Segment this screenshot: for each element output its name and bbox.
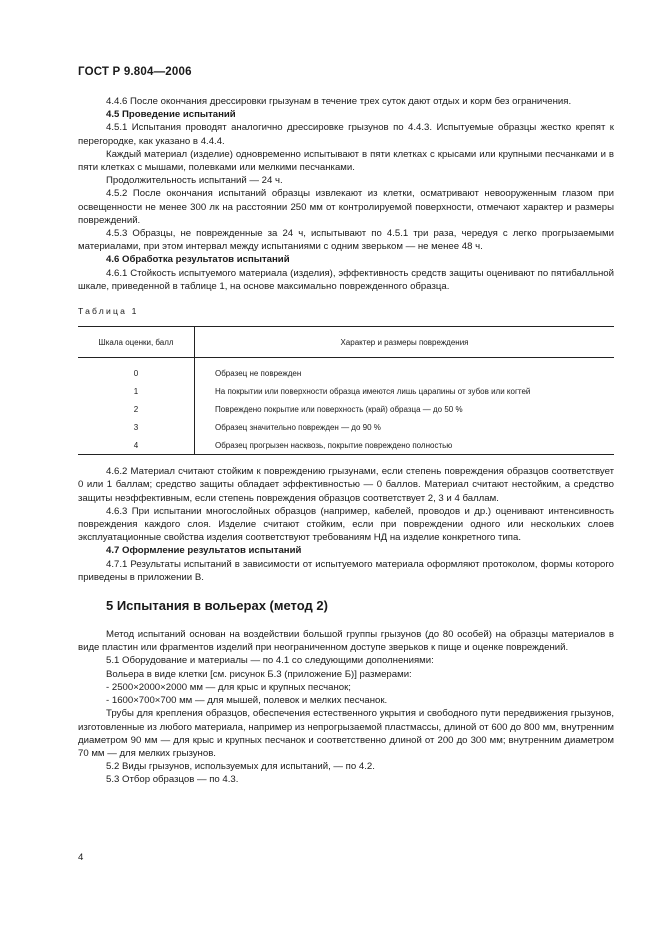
section-title: 5 Испытания в вольерах (метод 2) (106, 598, 328, 614)
paragraph: 4.5.1 Испытания проводят аналогично дрессировке грызунов по 4.4.3. Испытуемые образцы жестко крепят к перегородке, как указано в 4.4.4. (78, 122, 614, 147)
list-item: - 1600×700×700 мм — для мышей, полевок и мелких песчанок. (106, 695, 388, 707)
paragraph: 4.6.3 При испытании многослойных образцов (например, кабелей, проводов и др.) оценивают интенсивность повреждения каждого слоя. Изделие считают стойким, если при повреждении одного или нескольких слоев эксплуатационные свойства изделия соответствуют требованиям НД на изделие конкретного типа. (78, 505, 614, 544)
table-row (78, 358, 614, 383)
table-row (78, 418, 614, 436)
document-body (78, 95, 614, 787)
bottom-paragraphs (78, 628, 614, 786)
paragraph: 5.2 Виды грызунов, используемых для испытаний, — по 4.2. (106, 761, 375, 773)
page-number: 4 (78, 852, 84, 863)
paragraph: 4.4.6 После окончания дрессировки грызунам в течение трех суток дают отдых и корм без ограничения. (106, 96, 572, 107)
paragraph: 5.3 Отбор образцов — по 4.3. (106, 774, 239, 786)
table-cell-score: 1 (78, 382, 195, 400)
table-caption: Таблица 1 (78, 306, 139, 317)
table-cell-score: 0 (78, 358, 195, 383)
list-item: - 2500×2000×2000 мм — для крыс и крупных песчанок; (106, 681, 351, 693)
table-row (78, 400, 614, 418)
table-cell-score: 4 (78, 436, 195, 455)
paragraph: 4.7.1 Результаты испытаний в зависимости от испытуемого материала оформляют протоколом, формы которого приведены в приложении В. (78, 558, 614, 583)
subsection-heading: 4.7 Оформление результатов испытаний (106, 545, 302, 557)
paragraph: 4.5.3 Образцы, не поврежденные за 24 ч, испытывают по 4.5.1 три раза, чередуя с легко прогрызаемыми материалами, при этом интервал между испытаниями с одним зверьком — не менее 48 ч. (78, 228, 614, 253)
paragraph: 4.6.2 Материал считают стойким к повреждению грызунами, если степень повреждения образцов соответствует 0 или 1 баллам; средство защиты обладает эффективностью — 0 баллов. Материал считают нестойким, а средство защиты неэффективным, если степень повреждения образцов соответствует 2, 3 и 4 баллам. (78, 466, 614, 504)
subsection-heading: 4.6 Обработка результатов испытаний (106, 254, 290, 266)
mid-paragraphs (78, 465, 614, 584)
paragraph: Каждый материал (изделие) одновременно испытывают в пяти клетках с крысами или крупными песчанками и в пяти клетках с мышами, полевками или мелкими песчанками. (78, 148, 614, 174)
table-row (78, 382, 614, 400)
table-cell-description: Образец прогрызен насквозь, покрытие повреждено полностью (195, 436, 615, 455)
paragraph: 4.6.1 Стойкость испытуемого материала (изделия), эффективность средств защиты оценивают по пятибалльной шкале, приведенной в таблице 1, на основе максимально поврежденного образца. (78, 267, 614, 292)
paragraph: 4.5.2 После окончания испытаний образцы извлекают из клетки, осматривают невооруженным глазом при освещенности не менее 300 лк на расстоянии 250 мм от контролируемой поверхности, отмечают характер и размеры повреждений. (78, 188, 614, 226)
document-header: ГОСТ Р 9.804—2006 (78, 66, 192, 78)
table-cell-description: На покрытии или поверхности образца имеются лишь царапины от зубов или когтей (215, 386, 531, 396)
table-cell-score: 3 (78, 418, 195, 436)
subsection-heading: 4.5 Проведение испытаний (106, 109, 236, 121)
table-header-row (78, 327, 614, 358)
paragraph: Метод испытаний основан на воздействии большой группы грызунов (до 80 особей) на образцы материалов в виде пластин или фрагментов изделий при неограниченном доступе зверьков к пище и оценке повреждений. (78, 629, 614, 654)
paragraph: Вольера в виде клетки [см. рисунок Б.3 (приложение Б)] размерами: (106, 668, 412, 680)
table-cell-score: 2 (78, 400, 195, 418)
table-cell-description: Образец не поврежден (215, 368, 302, 378)
table-header-score: Шкала оценки, балл (78, 327, 195, 358)
paragraph: Трубы для крепления образцов, обеспечения естественного укрытия и свободного пути передвижения грызунов, изготовленные из любого материала, например из непрогрызаемой пластмассы, длиной от 600 до 800 мм, внутренним диаметром 90 мм — для крыс и крупных песчанок и соответственно длиной от 200 до 300 мм; внутренним диаметром 70 мм — для мелких грызунов. (78, 708, 614, 759)
table-cell-description: Повреждено покрытие или поверхность (край) образца — до 50 % (215, 404, 463, 414)
table-cell-description: Образец значительно поврежден — до 90 % (215, 422, 381, 432)
paragraph: Продолжительность испытаний — 24 ч. (106, 175, 283, 187)
top-paragraphs (78, 95, 614, 293)
table-row (78, 436, 614, 455)
table-header-description: Характер и размеры повреждения (195, 327, 615, 358)
paragraph: 5.1 Оборудование и материалы — по 4.1 со следующими дополнениями: (106, 655, 434, 667)
scale-table (78, 326, 614, 455)
